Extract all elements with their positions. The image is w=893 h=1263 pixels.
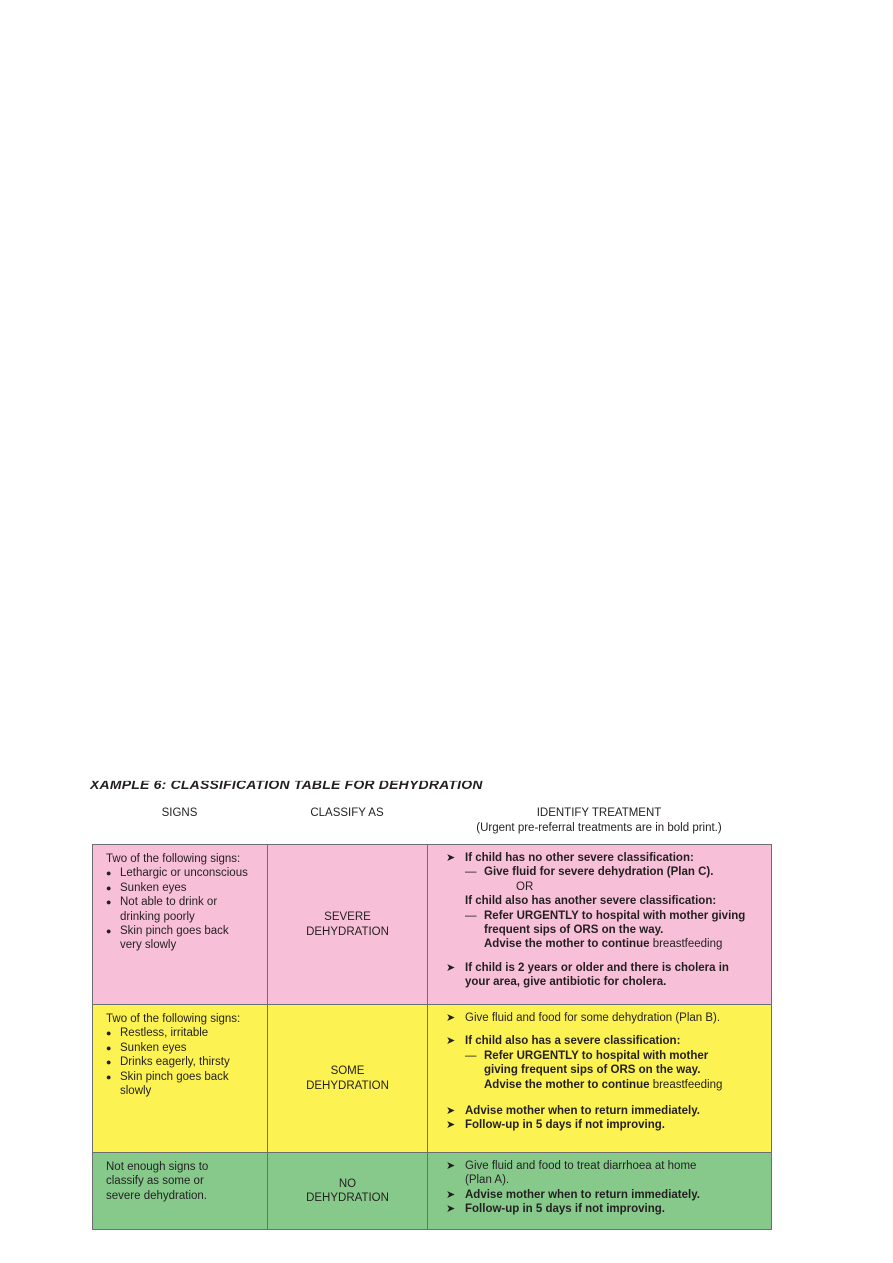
signs-intro: Two of the following signs: [106, 1013, 241, 1025]
signs-cell [93, 1153, 268, 1230]
sign-item: ● Skin pinch goes back very slowly [106, 924, 261, 953]
row-no-dehydration [93, 1153, 772, 1230]
sign-item: ● Sunken eyes [106, 1041, 261, 1055]
classification-label: NO [338, 1177, 357, 1190]
header-signs: SIGNS [161, 807, 198, 819]
dash-icon: — [465, 909, 477, 922]
row-severe-dehydration [93, 845, 772, 1005]
signs-text: Not enough signs to [106, 1161, 209, 1173]
arrow-icon: ➤ [446, 852, 456, 864]
treatment-item: ➤ If child also has a severe classification: [446, 1035, 681, 1048]
treatment-item: ➤ Follow-up in 5 days if not improving. [446, 1119, 665, 1132]
treatment-item: ➤ Give fluid and food for some dehydration (Plan B). [446, 1012, 721, 1024]
classification-label: DEHYDRATION [306, 1079, 389, 1092]
sign-item: ● Sunken eyes [106, 881, 261, 895]
sign-item: ● Lethargic or unconscious [106, 866, 261, 880]
sign-item: ● Restless, irritable [106, 1026, 261, 1040]
treatment-sub-item-cont: frequent sips of ORS on the way. [484, 924, 664, 937]
treatment-sub-item: — Refer URGENTLY to hospital with mother giving [465, 909, 746, 922]
arrow-icon: ➤ [446, 1105, 456, 1118]
treatment-item: If child also has another severe classification: [465, 895, 717, 908]
treatment-item: ➤ If child is 2 years or older and there is cholera in [446, 961, 729, 974]
header-treatment-title: IDENTIFY TREATMENT [536, 807, 662, 819]
signs-list [106, 1026, 261, 1098]
classification-label: DEHYDRATION [306, 925, 389, 938]
or-separator: OR [516, 880, 534, 893]
header-treatment-note: (Urgent pre-referral treatments are in bold print.) [476, 822, 722, 834]
classification-cell [268, 1153, 428, 1230]
arrow-icon: ➤ [446, 1035, 456, 1048]
classification-label: DEHYDRATION [306, 1192, 389, 1204]
classification-label: SEVERE [324, 911, 371, 924]
arrow-icon: ➤ [446, 1119, 456, 1132]
treatment-cell [428, 1005, 772, 1153]
treatment-sub-item-cont: Advise the mother to continue breastfeeding [484, 938, 723, 951]
signs-text: classify as some or [106, 1175, 204, 1188]
treatment-item: ➤ Give fluid and food to treat diarrhoea at home [446, 1160, 697, 1172]
treatment-sub-item: — Refer URGENTLY to hospital with mother [465, 1049, 709, 1062]
treatment-item: ➤ Advise mother when to return immediately. [446, 1105, 700, 1118]
treatment-sub-item-cont: giving frequent sips of ORS on the way. [484, 1064, 701, 1077]
dash-icon: — [465, 866, 477, 879]
signs-text: severe dehydration. [106, 1189, 208, 1202]
arrow-icon: ➤ [446, 1012, 456, 1024]
signs-list [106, 866, 261, 952]
treatment-cell [428, 845, 772, 1005]
signs-intro: Two of the following signs: [106, 853, 241, 865]
sign-item: ● Skin pinch goes back slowly [106, 1070, 261, 1099]
classification-label: SOME [330, 1065, 365, 1078]
treatment-cell [428, 1153, 772, 1230]
signs-cell [93, 1005, 268, 1153]
sign-item: ● Drinks eagerly, thirsty [106, 1055, 261, 1069]
header-treatment [427, 806, 771, 836]
treatment-item-cont: (Plan A). [465, 1174, 510, 1187]
table-caption: XAMPLE 6: CLASSIFICATION TABLE FOR DEHYDRATION [90, 780, 483, 792]
header-classify: CLASSIFY AS [310, 807, 384, 819]
treatment-item: ➤ If child has no other severe classification: [446, 852, 694, 864]
treatment-sub-item: — Give fluid for severe dehydration (Plan C). [465, 866, 714, 879]
treatment-item-cont: your area, give antibiotic for cholera. [465, 976, 667, 989]
treatment-item: ➤ Advise mother when to return immediately. [446, 1188, 700, 1201]
arrow-icon: ➤ [446, 1203, 456, 1216]
treatment-sub-item-cont: Advise the mother to continue breastfeeding [484, 1078, 723, 1091]
classification-cell [268, 1005, 428, 1153]
sign-item: ● Not able to drink or drinking poorly [106, 895, 261, 924]
classification-cell [268, 845, 428, 1005]
arrow-icon: ➤ [446, 1160, 456, 1172]
classification-table [92, 844, 772, 1230]
dash-icon: — [465, 1049, 477, 1062]
signs-cell [93, 845, 268, 1005]
treatment-item: ➤ Follow-up in 5 days if not improving. [446, 1203, 665, 1216]
arrow-icon: ➤ [446, 961, 456, 974]
arrow-icon: ➤ [446, 1188, 456, 1201]
row-some-dehydration [93, 1005, 772, 1153]
